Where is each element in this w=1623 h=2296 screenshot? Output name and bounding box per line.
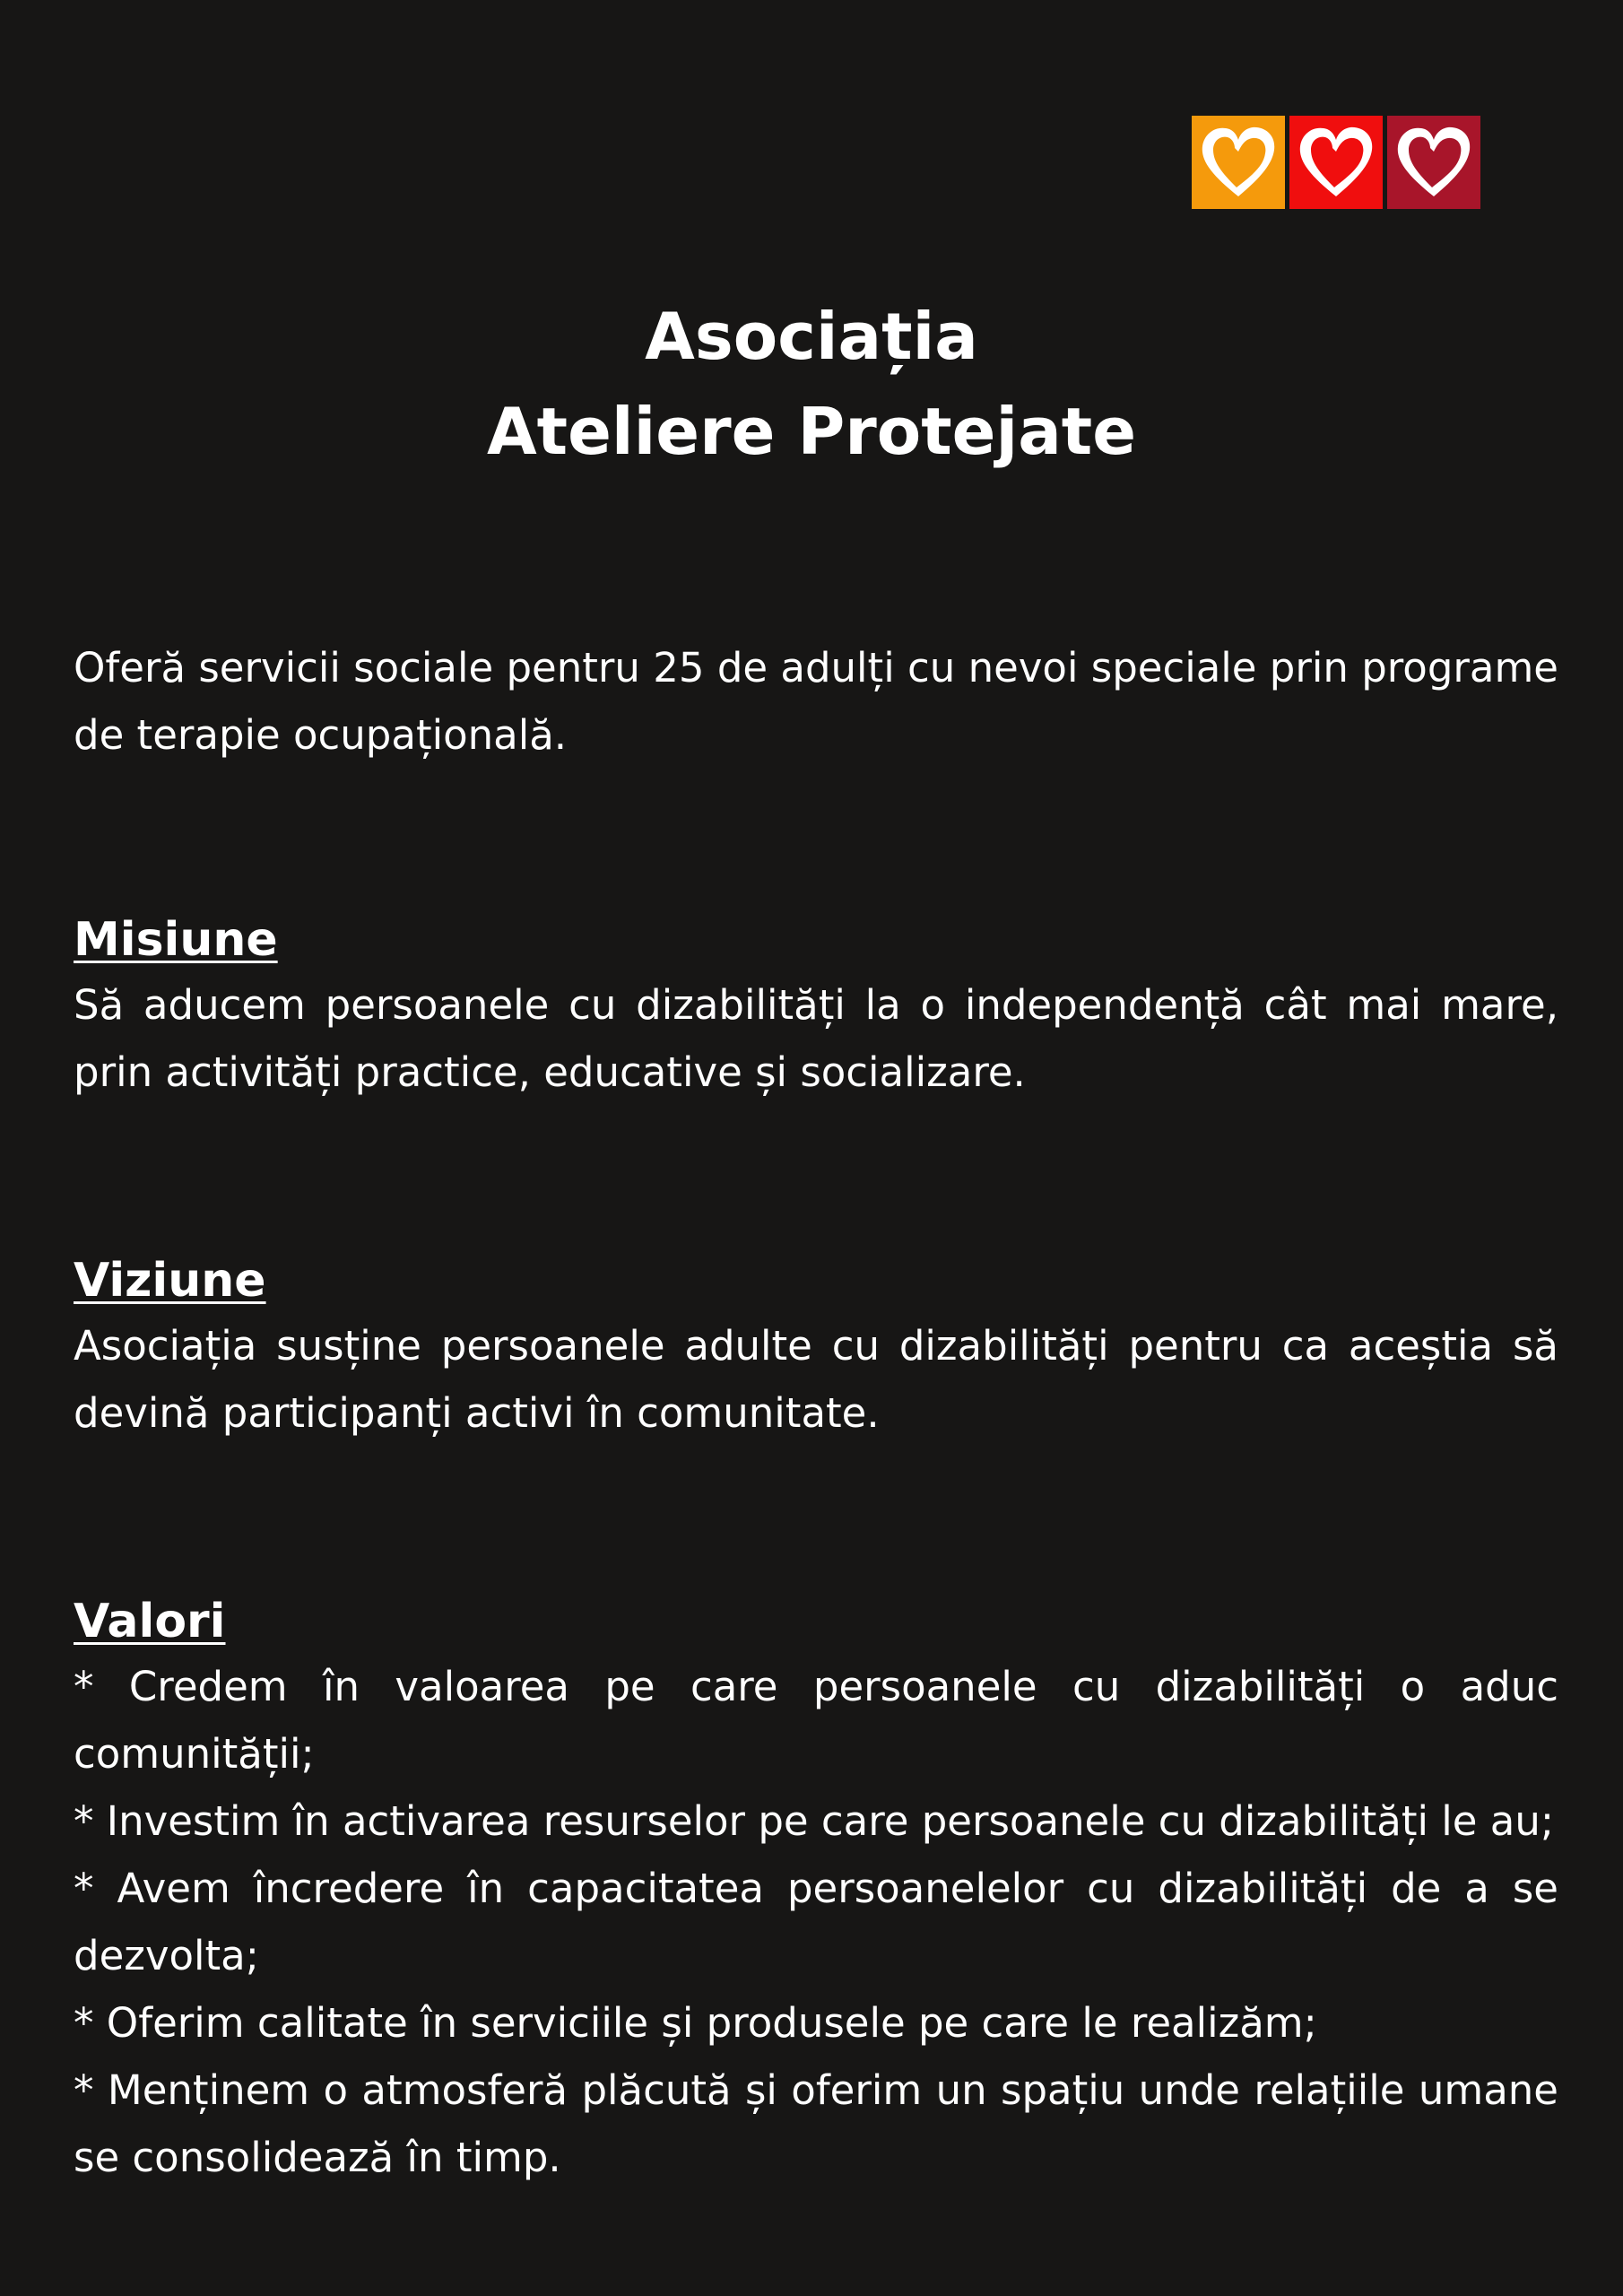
valori-item: * Investim în activarea resurselor pe care persoanele cu dizabilități le au;	[74, 1797, 1555, 1845]
valori-item: * Oferim calitate în serviciile și produsele pe care le realizăm;	[74, 1999, 1317, 2047]
valori-item: * Menținem o atmosferă plăcută și oferim un spațiu unde relațiile umane se consolidează în timp.	[74, 2066, 1558, 2181]
page-title	[0, 289, 1623, 479]
valori-item: * Credem în valoarea pe care persoanele cu dizabilități o aduc comunității;	[74, 1663, 1558, 1778]
logo-tile-orange	[1192, 116, 1285, 209]
viziune-text: Asociația susține persoanele adulte cu dizabilități pentru ca aceștia să devină participanți activi în comunitate.	[74, 1322, 1558, 1437]
valori-heading: Valori	[74, 1595, 226, 1648]
association-logo	[1192, 116, 1480, 209]
misiune-text: Să aducem persoanele cu dizabilități la o independență cât mai mare, prin activități practice, educative și socializare.	[74, 981, 1558, 1096]
valori-list	[74, 1653, 1558, 2191]
valori-item: * Avem încredere în capacitatea persoanelelor cu dizabilități de a se dezvolta;	[74, 1865, 1558, 1979]
misiune-section	[74, 909, 1558, 1106]
misiune-heading: Misiune	[74, 913, 278, 967]
title-line-1: Asociația	[645, 299, 978, 374]
heart-icon	[1192, 116, 1285, 209]
heart-icon	[1289, 116, 1383, 209]
title-line-2: Ateliere Protejate	[486, 394, 1137, 469]
viziune-heading: Viziune	[74, 1254, 266, 1308]
logo-tile-red	[1289, 116, 1383, 209]
valori-section	[74, 1590, 1558, 2191]
intro-paragraph: Oferă servicii sociale pentru 25 de adulți cu nevoi speciale prin programe de terapie ocupațională.	[74, 644, 1558, 759]
logo-tile-crimson	[1387, 116, 1480, 209]
viziune-section	[74, 1249, 1558, 1447]
heart-icon	[1387, 116, 1480, 209]
